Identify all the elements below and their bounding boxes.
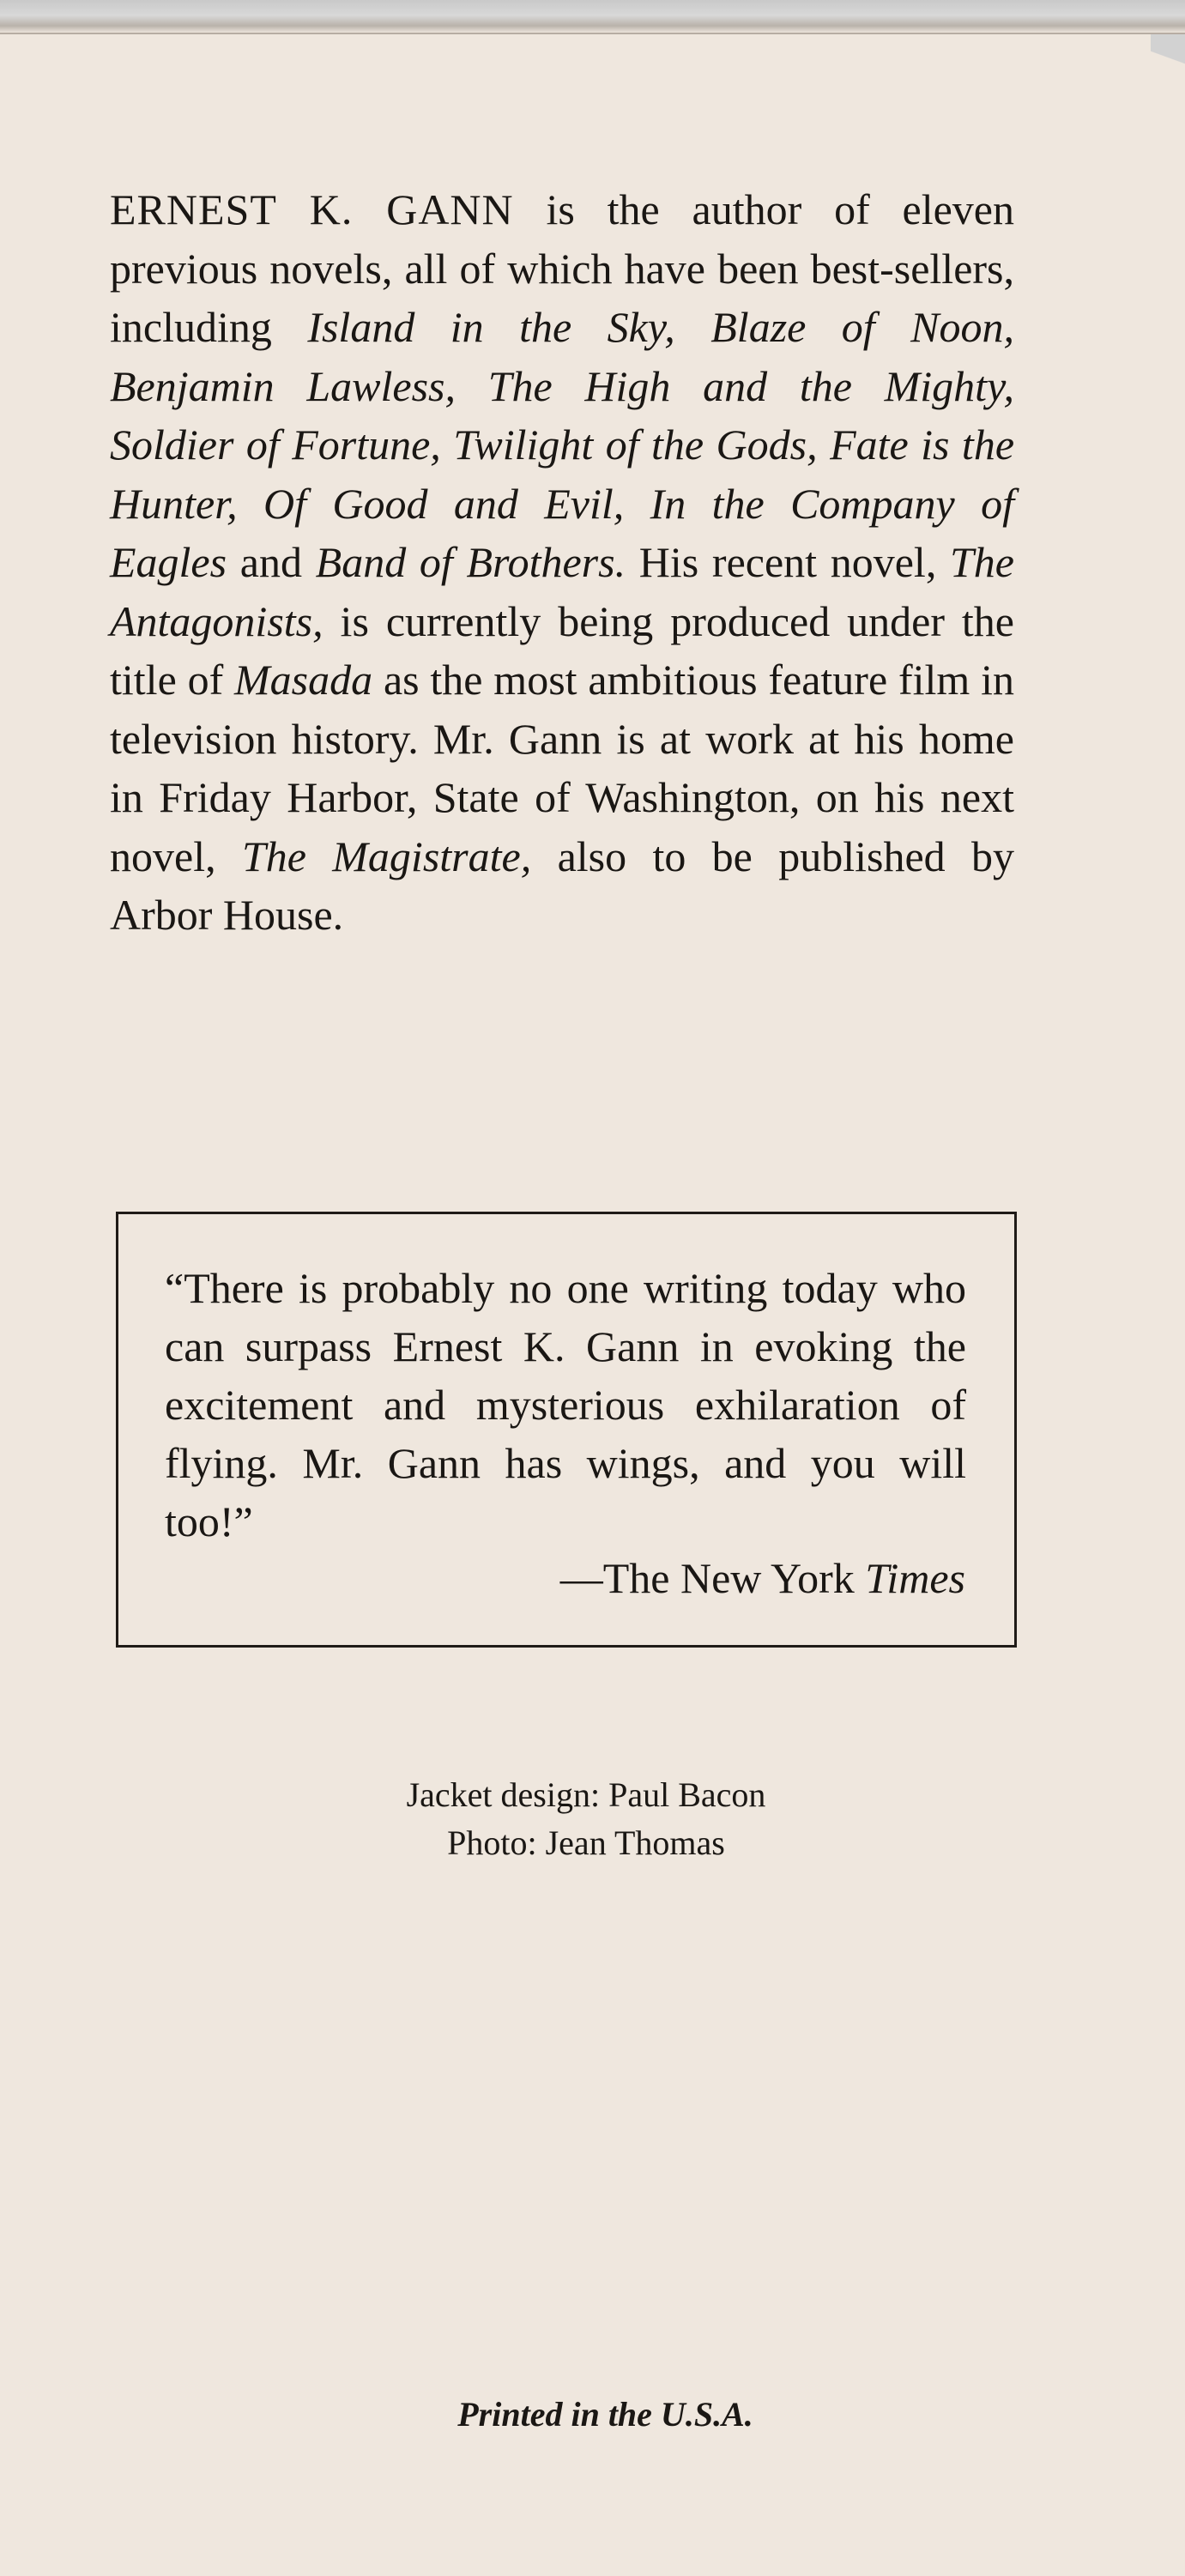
title-high: The High and the Mighty, [487, 361, 1015, 410]
title-antagonists: The Antagonists, [110, 538, 1014, 645]
bio-text-2: His recent novel, [626, 538, 950, 586]
printed-notice [0, 2394, 1185, 2434]
title-island: Island in the Sky, [307, 303, 675, 351]
jacket-credits [0, 1771, 1185, 1867]
flap-corner [1151, 34, 1185, 94]
title-soldier: Soldier of Fortune, [110, 420, 441, 469]
printed-text: Printed in the U.S.A. [457, 2395, 753, 2434]
attribution-prefix: —The New York [559, 1554, 866, 1602]
title-company: In the Company of Eagles [110, 479, 1014, 586]
photo-credit: Photo: Jean Thomas [447, 1823, 725, 1862]
jacket-design-credit: Jacket design: Paul Bacon [406, 1775, 766, 1814]
review-quote-text: “There is probably no one writing today who can surpass Ernest K. Gann in evoking the excitement and mysterious exhilaration of flying. Mr. Gann has wings, and you will too!” [165, 1264, 966, 1545]
author-name: ERNEST K. GANN [110, 185, 514, 233]
bio-and: and [227, 538, 316, 586]
bio-text-4: as the most ambitious feature film in television history. Mr. Gann is at work at his home in Friday Harbor, State of Washington, on his next novel, [110, 656, 1014, 880]
review-attribution [560, 1549, 965, 1607]
title-twilight: Twilight of the Gods, [453, 420, 818, 469]
author-bio [110, 180, 1014, 945]
review-quote-box [116, 1212, 1017, 1648]
title-blaze: Blaze of Noon, [710, 303, 1015, 351]
bio-text-5: also to be published by Arbor House. [110, 831, 1014, 939]
title-good: Of Good and Evil, [263, 479, 625, 528]
attribution-publication: Times [865, 1554, 965, 1602]
title-band: Band of Brothers. [315, 538, 626, 586]
title-masada: Masada [234, 656, 373, 704]
title-magistrate: The Magistrate, [241, 831, 532, 880]
scan-top-edge [0, 0, 1185, 33]
bio-text-1: is the author of eleven previous novels, all of which have been best-sellers, including [110, 185, 1014, 351]
bio-text-3: is currently being produced under the title of [110, 596, 1014, 704]
title-benjamin: Benjamin Lawless, [110, 361, 456, 410]
title-fate: Fate is the Hunter, [110, 420, 1015, 528]
